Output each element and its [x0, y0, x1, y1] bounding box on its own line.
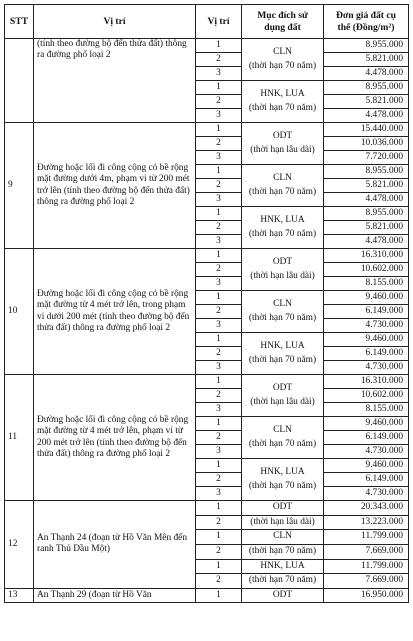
- purpose-term-cell: (thời hạn 70 năm): [242, 544, 324, 559]
- location-cell: An Thạnh 24 (đoạn từ Hồ Văn Mên đến ranh Thủ Dầu Một): [34, 501, 196, 589]
- table-row: [5, 588, 409, 603]
- purpose-code-cell: HNK, LUA: [242, 559, 324, 574]
- purpose-code-cell: ODT: [242, 501, 324, 516]
- stt-cell: 9: [5, 123, 34, 249]
- price-cell: 16.310.000: [324, 375, 409, 389]
- price-cell: 6.149.000: [324, 431, 409, 445]
- position-cell: 2: [196, 515, 242, 530]
- position-cell: 1: [196, 39, 242, 53]
- position-cell: 1: [196, 249, 242, 263]
- purpose-code-cell: ODT: [242, 588, 324, 603]
- position-cell: 1: [196, 123, 242, 137]
- document-page: [4, 4, 408, 603]
- position-cell: 3: [196, 67, 242, 81]
- price-cell: 6.149.000: [324, 347, 409, 361]
- position-cell: 2: [196, 544, 242, 559]
- table-row: [5, 249, 409, 263]
- price-cell: 16.950.000: [324, 588, 409, 603]
- purpose-code: ODT: [272, 256, 293, 267]
- price-cell: 8.155.000: [324, 403, 409, 417]
- purpose-cell: [242, 459, 324, 501]
- header-purpose-line2: dụng đất: [264, 21, 301, 33]
- price-cell: 10.602.000: [324, 389, 409, 403]
- position-cell: 3: [196, 193, 242, 207]
- position-cell: 2: [196, 431, 242, 445]
- position-cell: 3: [196, 109, 242, 123]
- position-cell: 1: [196, 588, 242, 603]
- purpose-term: (thời hạn 70 năm): [248, 312, 317, 323]
- purpose-code: CLN: [273, 298, 292, 309]
- position-cell: 3: [196, 319, 242, 333]
- table-row: [5, 375, 409, 389]
- price-cell: 6.149.000: [324, 473, 409, 487]
- price-cell: 4.730.000: [324, 361, 409, 375]
- purpose-term: (thời hạn 70 năm): [248, 228, 317, 239]
- position-cell: 3: [196, 151, 242, 165]
- table-row: [5, 123, 409, 137]
- header-unit-price: [324, 5, 409, 39]
- stt-cell: [5, 39, 34, 123]
- stt-cell: 11: [5, 375, 34, 501]
- purpose-cell: [242, 249, 324, 291]
- purpose-cell: [242, 207, 324, 249]
- position-cell: 2: [196, 95, 242, 109]
- price-cell: 4.730.000: [324, 319, 409, 333]
- purpose-cell: [242, 417, 324, 459]
- price-cell: 8.955.000: [324, 165, 409, 179]
- location-cell: (tính theo đường bộ đến thửa đất) thông ra đường phố loại 2: [34, 39, 196, 123]
- price-cell: 4.730.000: [324, 487, 409, 501]
- price-cell: 8.955.000: [324, 39, 409, 53]
- purpose-code: ODT: [272, 382, 293, 393]
- position-cell: 2: [196, 221, 242, 235]
- purpose-cell: [242, 333, 324, 375]
- price-cell: 9.460.000: [324, 291, 409, 305]
- price-cell: 10.602.000: [324, 263, 409, 277]
- table-row: [5, 501, 409, 516]
- purpose-cell: [242, 81, 324, 123]
- stt-cell: 10: [5, 249, 34, 375]
- price-cell: 9.460.000: [324, 459, 409, 473]
- price-cell: 8.955.000: [324, 207, 409, 221]
- purpose-term: (thời hạn 70 năm): [248, 438, 317, 449]
- header-land-use-purpose: [242, 5, 324, 39]
- price-cell: 4.478.000: [324, 235, 409, 249]
- position-cell: 2: [196, 137, 242, 151]
- price-cell: 5.821.000: [324, 95, 409, 109]
- purpose-code: HNK, LUA: [260, 214, 305, 225]
- position-cell: 2: [196, 347, 242, 361]
- purpose-cell: [242, 291, 324, 333]
- price-cell: 11.799.000: [324, 530, 409, 545]
- position-cell: 2: [196, 179, 242, 193]
- position-cell: 1: [196, 291, 242, 305]
- price-cell: 7.669.000: [324, 544, 409, 559]
- position-cell: 1: [196, 81, 242, 95]
- purpose-term: (thời hạn lâu dài): [250, 144, 315, 155]
- price-cell: 5.821.000: [324, 179, 409, 193]
- position-cell: 3: [196, 361, 242, 375]
- purpose-code: CLN: [273, 424, 292, 435]
- price-cell: 4.478.000: [324, 67, 409, 81]
- position-cell: 1: [196, 165, 242, 179]
- purpose-code: HNK, LUA: [260, 340, 305, 351]
- header-price-line1: Đơn giá đất cụ: [336, 10, 396, 22]
- purpose-code: CLN: [273, 46, 292, 57]
- position-cell: 1: [196, 207, 242, 221]
- position-cell: 1: [196, 501, 242, 516]
- purpose-code: HNK, LUA: [260, 88, 305, 99]
- price-cell: 8.155.000: [324, 277, 409, 291]
- purpose-code: ODT: [272, 130, 293, 141]
- position-cell: 1: [196, 559, 242, 574]
- price-cell: 15.440.000: [324, 123, 409, 137]
- position-cell: 2: [196, 574, 242, 589]
- price-cell: 4.478.000: [324, 109, 409, 123]
- position-cell: 2: [196, 473, 242, 487]
- position-cell: 1: [196, 333, 242, 347]
- position-cell: 2: [196, 389, 242, 403]
- header-purpose-line1: Mục đích sử: [257, 10, 308, 22]
- purpose-term: (thời hạn lâu dài): [250, 396, 315, 407]
- price-cell: 7.720.000: [324, 151, 409, 165]
- position-cell: 2: [196, 53, 242, 67]
- stt-cell: 13: [5, 588, 34, 603]
- position-cell: 1: [196, 375, 242, 389]
- position-cell: 1: [196, 417, 242, 431]
- position-cell: 3: [196, 487, 242, 501]
- purpose-term: (thời hạn 70 năm): [248, 186, 317, 197]
- purpose-code-cell: CLN: [242, 530, 324, 545]
- location-cell: Đường hoặc lối đi công cộng có bề rộng mặt đường từ 4 mét trở lên, trong phạm vi dưới 200 mét (tính theo đường bộ đến thửa đất) thông ra đường phố loại 2: [34, 249, 196, 375]
- position-cell: 1: [196, 459, 242, 473]
- location-cell: Đường hoặc lối đi công cộng có bề rộng mặt đường dưới 4m, phạm vi từ 200 mét trở lên (tính theo đường bộ đến thửa đất) thông ra đường phố loại 2: [34, 123, 196, 249]
- purpose-cell: [242, 39, 324, 81]
- purpose-code: HNK, LUA: [260, 466, 305, 477]
- price-cell: 8.955.000: [324, 81, 409, 95]
- purpose-term: (thời hạn 70 năm): [248, 354, 317, 365]
- price-cell: 9.460.000: [324, 333, 409, 347]
- price-cell: 20.343.000: [324, 501, 409, 516]
- price-cell: 10.036.000: [324, 137, 409, 151]
- price-cell: 4.478.000: [324, 193, 409, 207]
- table-row: [5, 39, 409, 53]
- price-cell: 16.310.000: [324, 249, 409, 263]
- price-cell: 11.799.000: [324, 559, 409, 574]
- price-cell: 7.669.000: [324, 574, 409, 589]
- purpose-cell: [242, 123, 324, 165]
- purpose-term-cell: (thời hạn 70 năm): [242, 574, 324, 589]
- table-header-row: [5, 5, 409, 39]
- position-cell: 3: [196, 277, 242, 291]
- position-cell: 2: [196, 263, 242, 277]
- header-stt: STT: [5, 5, 34, 39]
- price-cell: 13.223.000: [324, 515, 409, 530]
- price-cell: 4.730.000: [324, 445, 409, 459]
- header-location: Vị trí: [34, 5, 196, 39]
- purpose-term-cell: (thời hạn lâu dài): [242, 515, 324, 530]
- purpose-term: (thời hạn 70 năm): [248, 102, 317, 113]
- price-cell: 5.821.000: [324, 53, 409, 67]
- purpose-term: (thời hạn 70 năm): [248, 480, 317, 491]
- position-cell: 2: [196, 305, 242, 319]
- location-cell: An Thạnh 29 (đoạn từ Hồ Văn: [34, 588, 196, 603]
- position-cell: 1: [196, 530, 242, 545]
- purpose-cell: [242, 165, 324, 207]
- price-cell: 6.149.000: [324, 305, 409, 319]
- location-cell: Đường hoặc lối đi công cộng có bề rộng mặt đường từ 4 mét trở lên, phạm vi từ 200 mét trở lên (tính theo đường bộ đến thửa đất) thông ra đường phố loại 2: [34, 375, 196, 501]
- header-price-line2: thể (Đồng/m²): [337, 21, 395, 33]
- position-cell: 3: [196, 445, 242, 459]
- purpose-term: (thời hạn lâu dài): [250, 270, 315, 281]
- stt-cell: 12: [5, 501, 34, 589]
- price-cell: 5.821.000: [324, 221, 409, 235]
- purpose-term: (thời hạn 70 năm): [248, 60, 317, 71]
- land-price-table: [4, 4, 409, 603]
- position-cell: 3: [196, 235, 242, 249]
- purpose-cell: [242, 375, 324, 417]
- price-cell: 9.460.000: [324, 417, 409, 431]
- header-position: Vị trí: [196, 5, 242, 39]
- purpose-code: CLN: [273, 172, 292, 183]
- position-cell: 3: [196, 403, 242, 417]
